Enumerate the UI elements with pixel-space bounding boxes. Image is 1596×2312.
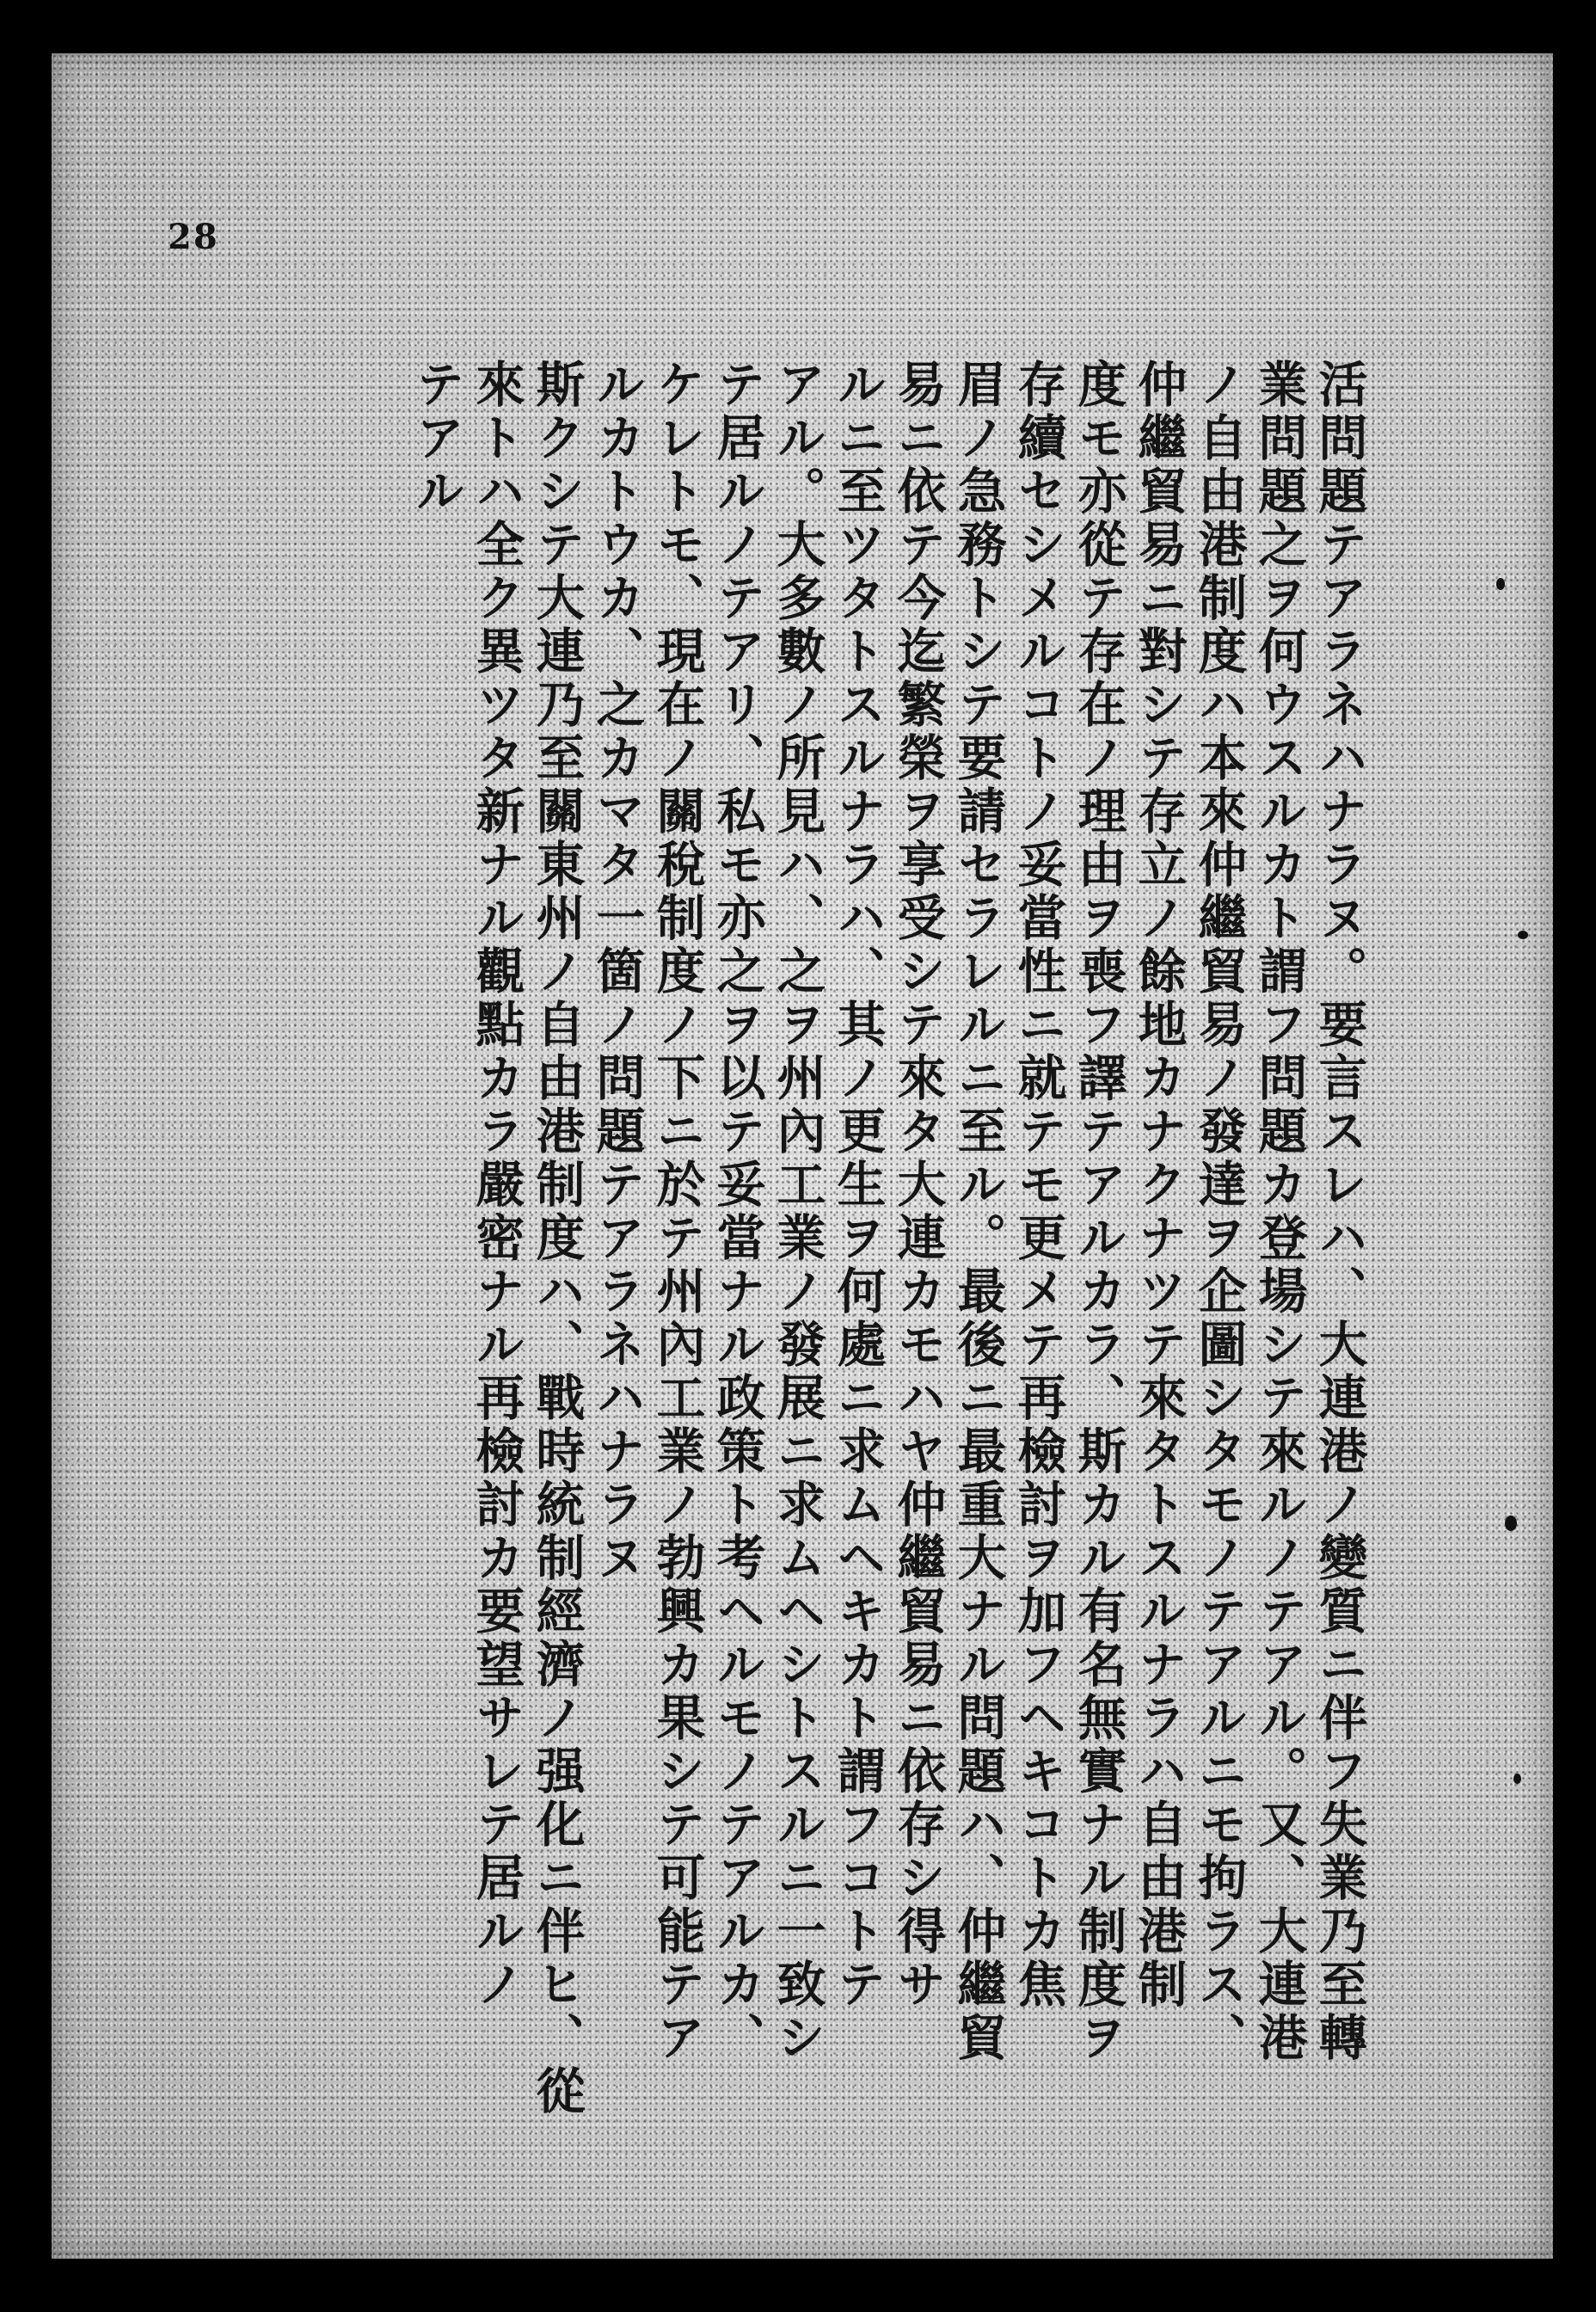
text-column: ノ自由港制度ハ本來仲繼貿易ノ發達ヲ企圖シタモノテアルニモ拘ラス、 <box>1190 359 1248 2065</box>
text-column: ルカトウカ、之カマタ一箇ノ問題テアラネハナラヌ <box>588 359 646 1585</box>
text-column: 易ニ依テ今迄繁榮ヲ享受シテ來タ大連カモハヤ仲繼貿易ニ依存シ得サ <box>889 359 947 2012</box>
text-column: テ居ルノテアリ、私モ亦之ヲ以テ妥當ナル政策ト考ヘルモノテアルカ、 <box>709 359 766 2065</box>
page-number: 28 <box>168 217 219 257</box>
text-column: ケレトモ、現在ノ關稅制度ノ下ニ於テ州內工業ノ勃興カ果シテ可能テア <box>648 359 706 2065</box>
ink-speck <box>1518 931 1528 939</box>
vertical-text-block <box>407 359 1368 2234</box>
text-column: 眉ノ急務トシテ要請セラレルニ至ル。最後ニ最重大ナル問題ハ、仲繼貿 <box>949 359 1007 2065</box>
document-page <box>52 53 1553 2259</box>
ink-speck <box>1513 1774 1521 1784</box>
text-column: 斯クシテ大連乃至關東州ノ自由港制度ハ、戰時統制經濟ノ强化ニ伴ヒ、從 <box>528 359 586 2118</box>
text-column: 活問題テアラネハナラヌ。要言スレハ、大連港ノ變質ニ伴フ失業乃至轉 <box>1311 359 1368 2065</box>
text-column: 來トハ全ク異ツタ新ナル觀點カラ嚴密ナル再檢討カ要望サレテ居ルノ <box>468 359 525 2012</box>
text-column: ルニ至ツタトスルナラハ、其ノ更生ヲ何處ニ求ムヘキカト謂フコトテ <box>829 359 887 2012</box>
ink-speck <box>1505 1516 1517 1531</box>
text-column: 業問題之ヲ何ウスルカト謂フ問題カ登場シテ來ルノテアル。又、大連港 <box>1250 359 1308 2065</box>
text-column: アル。大多數ノ所見ハ、之ヲ州內工業ノ發展ニ求ムヘシトスルニ一致シ <box>769 359 826 2065</box>
text-column: 度モ亦從テ存在ノ理由ヲ喪フ譯テアルカラ、斯カル有名無實ナル制度ヲ <box>1070 359 1127 2065</box>
ink-speck <box>1496 578 1505 590</box>
text-column: 仲繼貿易ニ對シテ存立ノ餘地カナクナツテ來タトスルナラハ自由港制 <box>1130 359 1188 2012</box>
text-column: 存續セシメルコトノ妥當性ニ就テモ更メテ再檢討ヲ加フヘキコトカ焦 <box>1010 359 1067 2012</box>
text-column: テアル <box>408 359 465 519</box>
